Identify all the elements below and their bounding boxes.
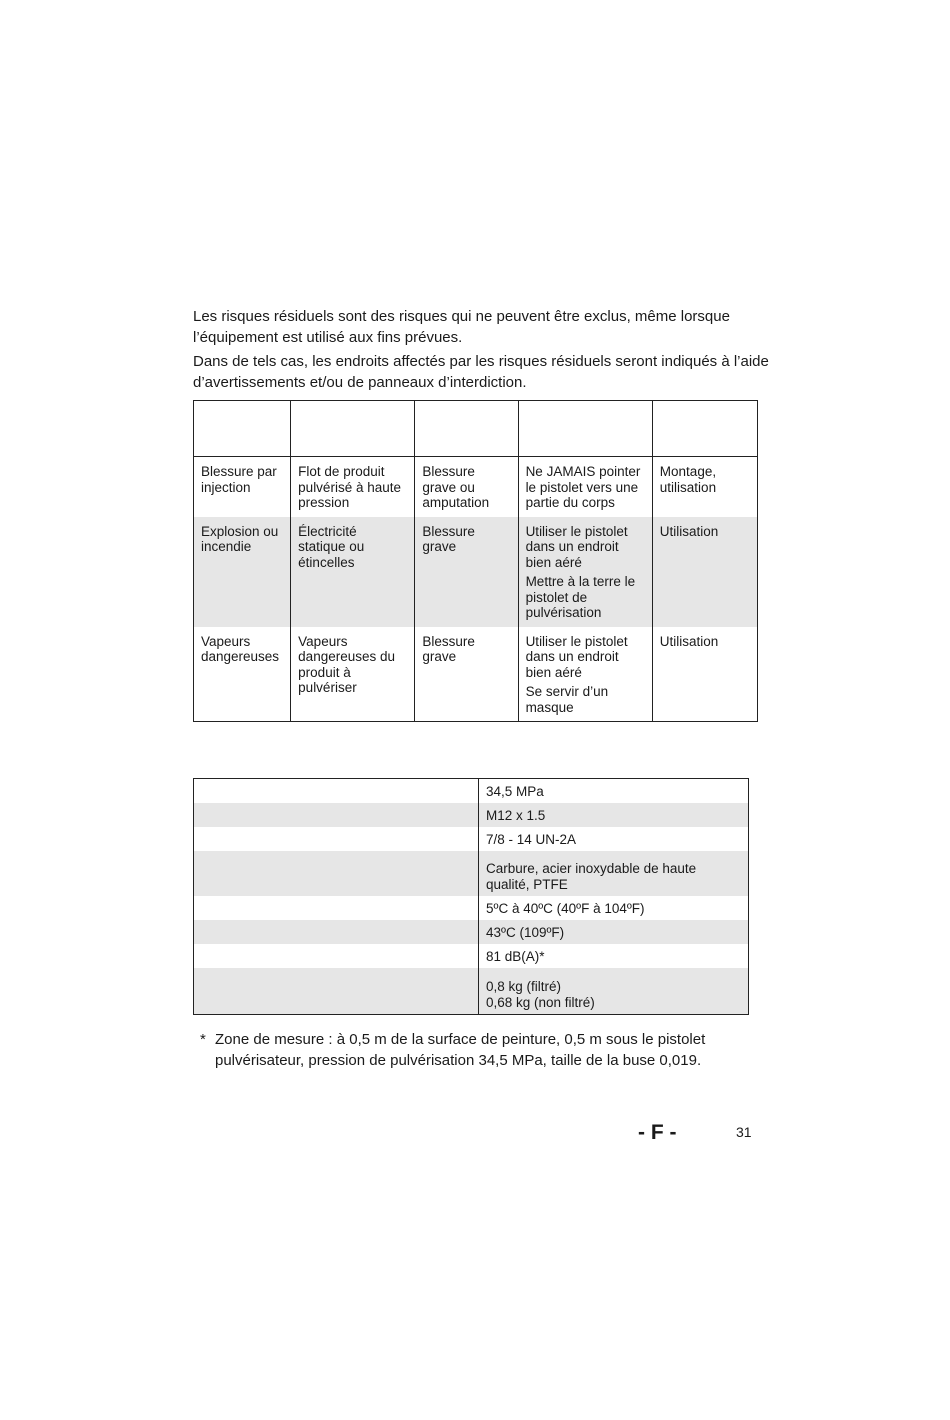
spec-value: 34,5 MPa [479,779,749,804]
spec-value: 5ºC à 40ºC (40ºF à 104ºF) [479,896,749,920]
risk-cell: Flot de produit pulvérisé à haute pression [291,457,415,517]
spec-label [194,827,479,851]
spec-label [194,968,479,1015]
intro-paragraph-1: Les risques résiduels sont des risques qui ne peuvent être exclus, même lorsque l’équipement est utilisé aux fins prévues. [193,308,730,346]
table-row [194,627,758,722]
spec-label [194,779,479,804]
spec-value-line: 0,68 kg (non filtré) [486,994,595,1010]
measure-text: Ne JAMAIS pointer le pistolet vers une partie du corps [525,464,641,510]
spec-value-line: 0,8 kg (filtré) [486,979,562,994]
risk-cell: Vapeurs dangereuses [194,627,291,722]
language-marker: - F - [638,1121,677,1144]
spec-label [194,944,479,968]
spec-label [194,803,479,827]
risk-cell [518,627,652,722]
risk-cell [518,517,652,627]
measure-text: Se servir d’un masque [525,684,609,715]
table-row [194,517,758,627]
risk-cell [518,457,652,517]
spec-value: M12 x 1.5 [479,803,749,827]
table-row [194,779,749,804]
risk-header-cell [652,401,757,457]
spec-value [479,968,749,1015]
risk-cell: Électricité statique ou étincelles [291,517,415,627]
spec-value: 7/8 - 14 UN-2A [479,827,749,851]
spec-value: 43ºC (109ºF) [479,920,749,944]
table-row [194,457,758,517]
risk-table-header-row [194,401,758,457]
risk-cell: Blessure par injection [194,457,291,517]
residual-risk-table [193,400,758,722]
spec-value: Carbure, acier inoxydable de haute qualité, PTFE [479,851,749,896]
risk-cell: Blessure grave [415,627,518,722]
table-row [194,827,749,851]
table-row [194,920,749,944]
table-row [194,851,749,896]
measure-text: Utiliser le pistolet dans un endroit bien aéré [525,523,628,570]
table-row [194,968,749,1015]
measure-text: Utiliser le pistolet dans un endroit bien aéré [525,633,628,680]
spec-label [194,896,479,920]
footnote [200,1029,760,1071]
risk-cell: Blessure grave [415,517,518,627]
spec-value: 81 dB(A)* [479,944,749,968]
risk-header-cell [291,401,415,457]
page-number: 31 [736,1124,752,1140]
technical-data-table [193,778,749,1015]
footnote-marker: * [200,1031,206,1048]
risk-cell: Vapeurs dangereuses du produit à pulvériser [291,627,415,722]
risk-cell: Blessure grave ou amputation [415,457,518,517]
risk-cell: Utilisation [652,517,757,627]
intro-text [193,306,773,396]
intro-paragraph-2: Dans de tels cas, les endroits affectés par les risques résiduels seront indiqués à l’aide d’avertissements et/ou de panneaux d’interdiction. [193,353,769,391]
footnote-text: Zone de mesure : à 0,5 m de la surface de peinture, 0,5 m sous le pistolet pulvérisateur, pression de pulvérisation 34,5 MPa, taille de la buse 0,019. [215,1031,706,1069]
risk-cell: Explosion ou incendie [194,517,291,627]
measure-text: Mettre à la terre le pistolet de pulvérisation [525,574,636,620]
risk-header-cell [518,401,652,457]
table-row [194,803,749,827]
risk-header-cell [415,401,518,457]
spec-label [194,920,479,944]
table-row [194,896,749,920]
spec-label [194,851,479,896]
risk-cell: Utilisation [652,627,757,722]
risk-cell: Montage, utilisation [652,457,757,517]
table-row [194,944,749,968]
risk-header-cell [194,401,291,457]
